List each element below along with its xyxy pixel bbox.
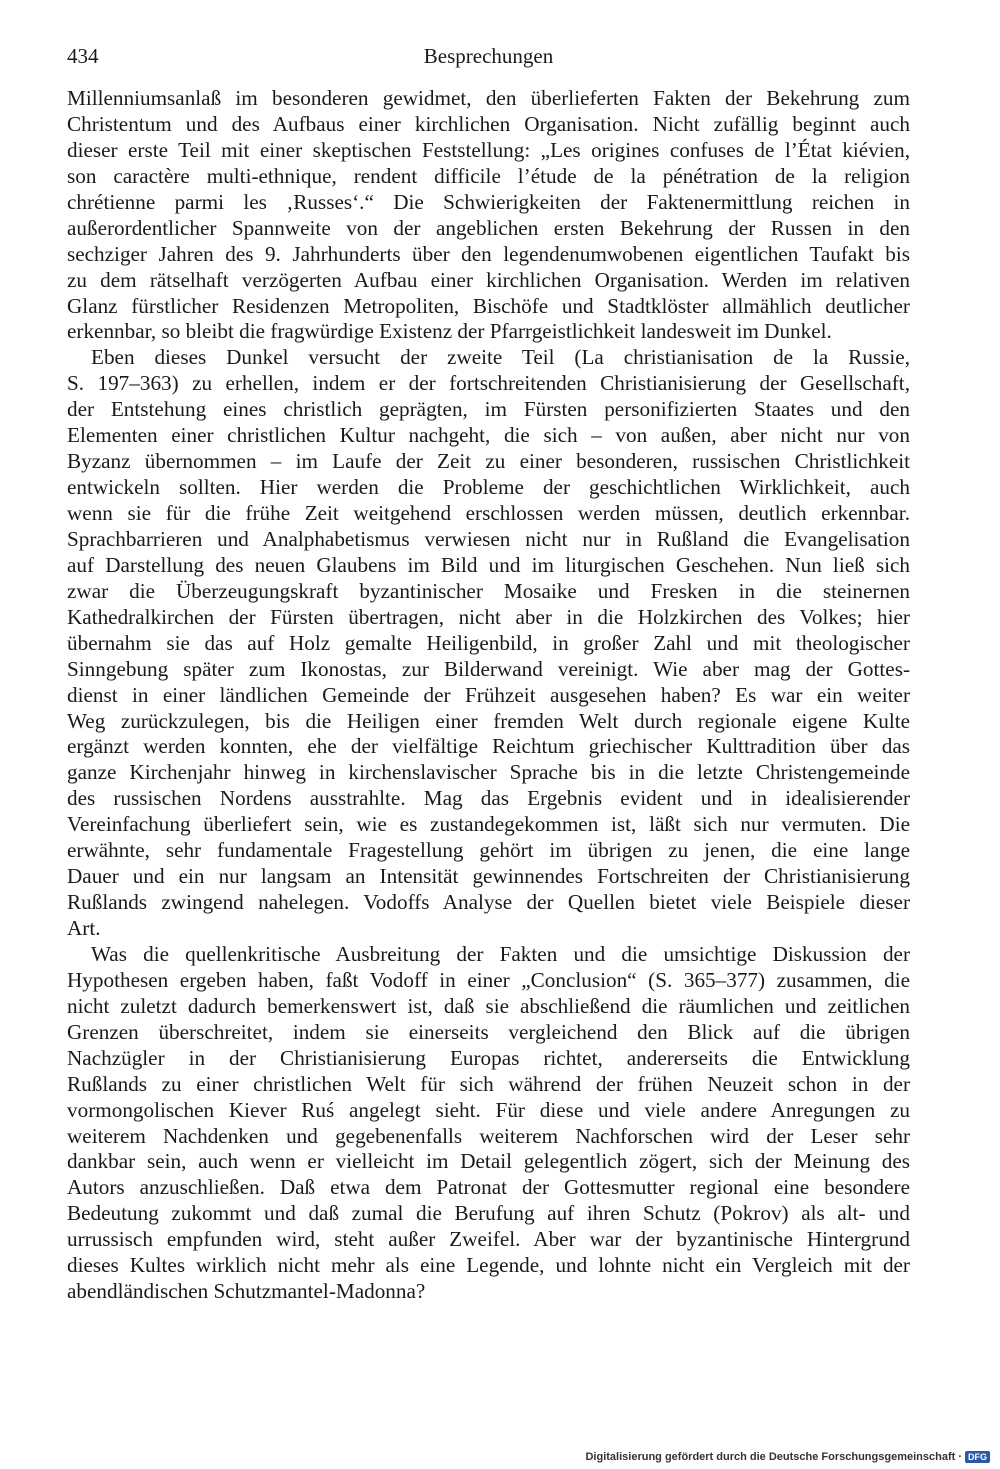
text-line: chrétienne parmi les ‚Russes‘.“ Die Schwierigkeiten der Faktenermittlung reichen in bbox=[67, 189, 910, 214]
text-line: Was die quellenkritische Ausbreitung der Fakten und die umsichtige Diskussion der bbox=[91, 941, 910, 966]
text-line: Bedeutung zukommt und daß zumal die Berufung auf ihren Schutz (Pokrov) als alt- und bbox=[67, 1201, 910, 1226]
text-line: weiterem Nachdenken und gegebenenfalls weiterem Nachforschen wird der Leser sehr bbox=[67, 1123, 910, 1148]
text-line: Rußlands zu einer christlichen Welt für sich während der frühen Neuzeit schon in der bbox=[67, 1071, 910, 1096]
text-line: erkennbar, so bleibt die fragwürdige Existenz der Pfarrgeistlichkeit landesweit im Dunkel. bbox=[67, 319, 832, 344]
running-head: Besprechungen bbox=[423, 44, 554, 68]
paragraph bbox=[67, 942, 910, 1305]
text-line: übernahm sie das auf Holz gemalte Heiligenbild, in großer Zahl und mit theologischer bbox=[67, 630, 910, 655]
text-line: entwickeln sollten. Hier werden die Probleme der geschichtlichen Wirklichkeit, auch bbox=[67, 475, 910, 500]
text-line: abendländischen Schutzmantel-Madonna? bbox=[67, 1279, 426, 1304]
text-line: Grenzen überschreitet, indem sie einerseits vergleichend den Blick auf die übrigen bbox=[67, 1019, 910, 1044]
text-line: Dauer und ein nur langsam an Intensität gewinnendes Fortschreiten der Christianisierung bbox=[67, 864, 910, 889]
paragraph bbox=[67, 345, 910, 942]
text-line: Nachzügler in der Christianisierung Europas richtet, andererseits die Entwicklung bbox=[67, 1045, 910, 1070]
text-line: Rußlands zwingend nahelegen. Vodoffs Analyse der Quellen bietet viele Beispiele dieser bbox=[67, 890, 910, 915]
text-line: Sinngebung später zum Ikonostas, zur Bilderwand vereinigt. Wie aber mag der Gottes- bbox=[67, 656, 910, 681]
text-line: son caractère multi-ethnique, rendent difficile l’étude de la pénétration de la religion bbox=[67, 163, 910, 188]
text-line: dienst in einer ländlichen Gemeinde der Frühzeit ausgesehen haben? Es war ein weiter bbox=[67, 682, 910, 707]
dfg-logo-icon: DFG bbox=[965, 1451, 990, 1463]
text-line: Art. bbox=[67, 916, 101, 940]
text-line: Elementen einer christlichen Kultur nachgeht, die sich – von außen, aber nicht nur von bbox=[67, 423, 910, 448]
text-line: urrussisch empfunden wird, steht außer Zweifel. Aber war der byzantinische Hintergrund bbox=[67, 1227, 910, 1252]
text-line: Christentum und des Aufbaus einer kirchlichen Organisation. Nicht zufällig beginnt auch bbox=[67, 111, 910, 136]
text-line: Vereinfachung überliefert sein, wie es zustandegekommen ist, läßt sich nur vermuten. Die bbox=[67, 812, 910, 837]
page-number: 434 bbox=[67, 44, 99, 68]
text-line: Eben dieses Dunkel versucht der zweite Teil (La christianisation de la Russie, bbox=[91, 345, 910, 370]
text-line: Weg zurückzulegen, bis die Heiligen einer fremden Welt durch regionale eigene Kulte bbox=[67, 708, 910, 733]
text-line: des russischen Nordens ausstrahlte. Mag das Ergebnis evident und in idealisierender bbox=[67, 786, 910, 811]
text-line: S. 197–363) zu erhellen, indem er der fortschreitenden Christianisierung der Gesellschaft, bbox=[67, 371, 910, 396]
body-text bbox=[67, 86, 910, 1305]
text-line: der Entstehung eines christlich geprägten, im Fürsten personifizierten Staates und den bbox=[67, 397, 910, 422]
text-line: zwar die Überzeugungskraft byzantinischer Mosaike und Fresken in die steinernen bbox=[67, 578, 910, 603]
text-line: zu dem rätselhaft verzögerten Aufbau einer kirchlichen Organisation. Werden im relativen bbox=[67, 267, 910, 292]
text-line: Autors anzuschließen. Daß etwa dem Patronat der Gottesmutter regional eine besondere bbox=[67, 1175, 910, 1200]
text-line: Glanz fürstlicher Residenzen Metropoliten, Bischöfe und Stadtklöster allmählich deutlicher bbox=[67, 293, 910, 318]
text-line: dankbar sein, auch wenn er vielleicht im Detail gelegentlich zögert, sich der Meinung des bbox=[67, 1149, 910, 1174]
text-line: nicht zuletzt dadurch bemerkenswert ist, daß sie abschließend die räumlichen und zeitlichen bbox=[67, 993, 910, 1018]
text-line: außerordentlicher Spannweite von der angeblichen ersten Bekehrung der Russen in den bbox=[67, 215, 910, 240]
text-line: wenn sie für die frühe Zeit weitgehend erschlossen werden müssen, deutlich erkennbar. bbox=[67, 501, 910, 525]
paragraph bbox=[67, 86, 910, 345]
digitization-footer bbox=[585, 1451, 990, 1463]
text-line: ergänzt werden konnten, ehe der vielfältige Reichtum griechischer Kulttradition über das bbox=[67, 734, 910, 759]
text-line: erwähnte, sehr fundamentale Fragestellung gehört im übrigen zu jenen, die eine lange bbox=[67, 838, 910, 863]
text-line: Millenniumsanlaß im besonderen gewidmet, den überlieferten Fakten der Bekehrung zum bbox=[67, 86, 910, 110]
text-line: Sprachbarrieren und Analphabetismus verwiesen nicht nur in Rußland die Evangelisation bbox=[67, 526, 910, 551]
text-line: dieses Kultes wirklich nicht mehr als eine Legende, und lohnte nicht ein Vergleich mit der bbox=[67, 1253, 910, 1278]
text-line: Hypothesen ergeben haben, faßt Vodoff in einer „Conclusion“ (S. 365–377) zusammen, die bbox=[67, 967, 910, 992]
text-line: sechziger Jahren des 9. Jahrhunderts über den legendenumwobenen eigentlichen Taufakt bis bbox=[67, 241, 910, 266]
text-line: auf Darstellung des neuen Glaubens im Bild und im liturgischen Geschehen. Nun ließ sich bbox=[67, 552, 910, 577]
footer-text: Digitalisierung gefördert durch die Deutsche Forschungsgemeinschaft · bbox=[585, 1451, 962, 1463]
text-line: vormongolischen Kiever Ruś angelegt sieht. Für diese und viele andere Anregungen zu bbox=[67, 1097, 910, 1122]
text-line: Byzanz übernommen – im Laufe der Zeit zu einer besonderen, russischen Christlichkeit bbox=[67, 449, 910, 474]
text-line: ganze Kirchenjahr hinweg in kirchenslavischer Sprache bis in die letzte Christengemeinde bbox=[67, 760, 910, 785]
text-line: dieser erste Teil mit einer skeptischen Feststellung: „Les origines confuses de l’État kiévien, bbox=[67, 137, 910, 162]
text-line: Kathedralkirchen der Fürsten übertragen, nicht aber in die Holzkirchen des Volkes; hier bbox=[67, 604, 910, 629]
page-header bbox=[67, 44, 910, 72]
